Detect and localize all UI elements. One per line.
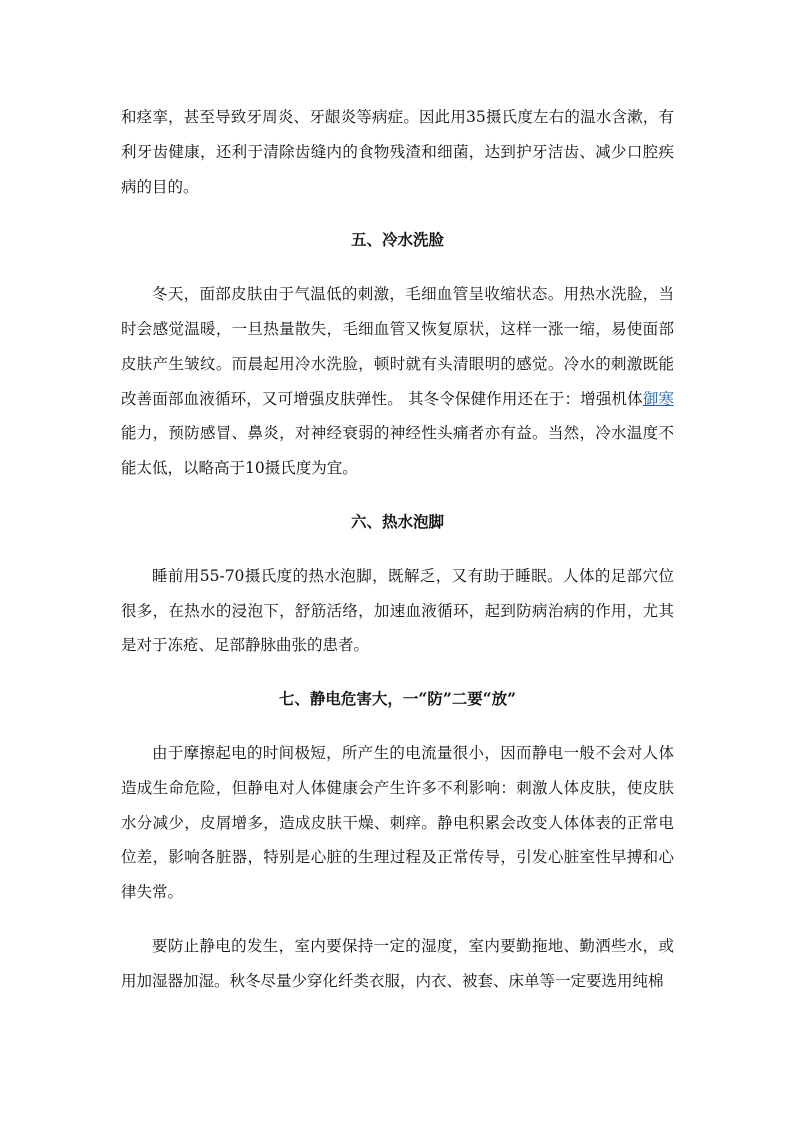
document-body [121,100,674,999]
section-5-title: 五、冷水洗脸 [350,230,444,250]
section-6-title: 六、热水泡脚 [350,511,444,531]
intro-paragraph: 和痉挛，甚至导致牙周炎、牙龈炎等病症。因此用35摄氏度左右的温水含漱，有利牙齿健康，还利于清除齿缝内的食物残渣和细菌，达到护牙洁齿、减少口腔疾病的目的。 [121,108,674,196]
section-7-paragraph-2: 要防止静电的发生，室内要保持一定的湿度，室内要勤拖地、勤洒些水，或用加湿器加湿。秋冬尽量少穿化纤类衣服，内衣、被套、床单等一定要选用纯棉 [121,936,674,990]
glossary-link-yuhan[interactable]: 御寒 [642,389,674,408]
section-5-paragraph [121,277,674,486]
section-5-text-before-link: 冬天，面部皮肤由于气温低的刺激，毛细血管呈收缩状态。用热水洗脸，当时会感觉温暖，一旦热量散失，毛细血管又恢复原状，这样一涨一缩，易使面部皮肤产生皱纹。而晨起用冷水洗脸，顿时就有头清眼明的感觉。冷水的刺激既能改善面部血液循环，又可增强皮肤弹性。 其冬令保健作用还在于：增强机体 [121,285,674,408]
section-7-title: 七、静电危害大，一“防”二要“放” [278,689,517,709]
section-6-paragraph: 睡前用55-70摄氏度的热水泡脚，既解乏，又有助于睡眠。人体的足部穴位很多，在热水的浸泡下，舒筋活络，加速血液循环，起到防病治病的作用，尤其是对于冻疮、足部静脉曲张的患者。 [121,566,674,655]
section-5-text-after-link: 能力，预防感冒、鼻炎，对神经衰弱的神经性头痛者亦有益。当然，冷水温度不能太低，以略高于10摄氏度为宜。 [121,424,674,478]
section-7-paragraph-1: 由于摩擦起电的时间极短，所产生的电流量很小，因而静电一般不会对人体造成生命危险，但静电对人体健康会产生许多不利影响：刺激人体皮肤，使皮肤水分减少，皮屑增多，造成皮肤干燥、刺痒。静电积累会改变人体体表的正常电位差，影响各脏器，特别是心脏的生理过程及正常传导，引发心脏室性早搏和心律失常。 [121,743,674,902]
